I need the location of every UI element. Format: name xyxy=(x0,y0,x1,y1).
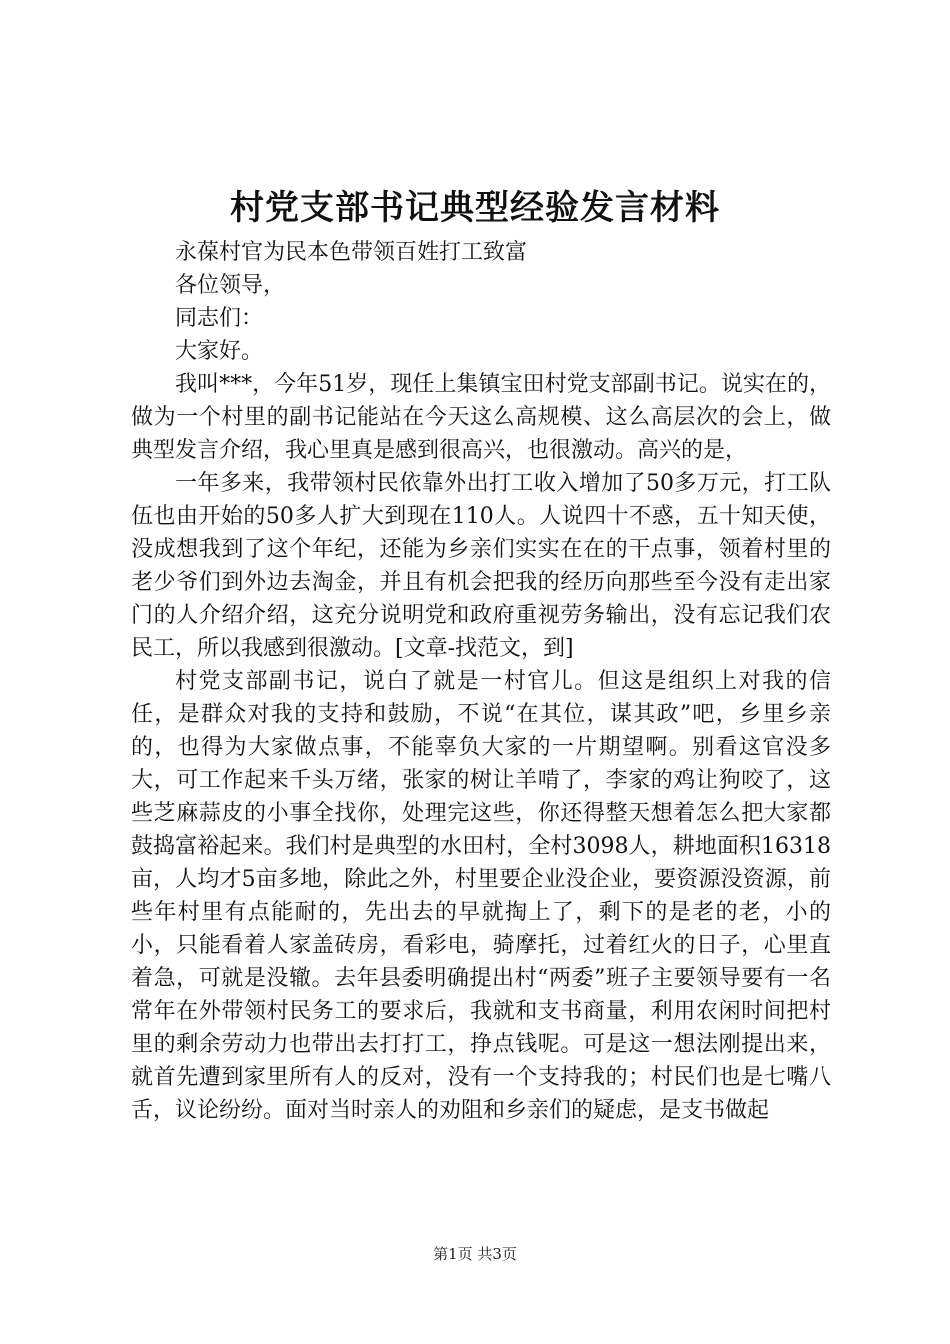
body-paragraph: 一年多来，我带领村民依靠外出打工收入增加了50多万元，打工队伍也由开始的50多人扩大到现在110人。人说四十不惑，五十知天使，没成想我到了这个年纪，还能为乡亲们实实在在的干点事，领着村里的老少爷们到外边去淘金，并且有机会把我的经历向那些至今没有走出家门的人介绍介绍，这充分说明党和政府重视劳务输出，没有忘记我们农民工，所以我感到很激动。[文章-找范文，到] xyxy=(131,471,831,661)
body-paragraph: 村党支部副书记，说白了就是一村官儿。但这是组织上对我的信任，是群众对我的支持和鼓励，不说“在其位，谋其政”吧，乡里乡亲的，也得为大家做点事，不能辜负大家的一片期望啊。别看这官没多大，可工作起来千头万绪，张家的树让羊啃了，李家的鸡让狗咬了，这些芝麻蒜皮的小事全找你，处理完这些，你还得整天想着怎么把大家都鼓捣富裕起来。我们村是典型的水田村，全村3098人，耕地面积16318亩，人均才5亩多地，除此之外，村里要企业没企业，要资源没资源，前些年村里有点能耐的，先出去的早就掏上了，剩下的是老的老，小的小，只能看着人家盖砖房，看彩电，骑摩托，过着红火的日子，心里直着急，可就是没辙。去年县委明确提出村“两委”班子主要领导要有一名常年在外带领村民务工的要求后，我就和支书商量，利用农闲时间把村里的剩余劳动力也带出去打打工，挣点钱呢。可是这一想法刚提出来，就首先遭到家里所有人的反对，没有一个支持我的；村民们也是七嘴八舌，议论纷纷。面对当时亲人的劝阻和乡亲们的疑虑，是支书做起 xyxy=(131,669,831,1123)
salutation-comrades: 同志们： xyxy=(175,306,264,331)
subtitle-paragraph: 永葆村官为民本色带领百姓打工致富 xyxy=(175,240,528,265)
document-body xyxy=(131,236,831,1127)
salutation-leaders: 各位领导， xyxy=(175,273,286,298)
document-title: 村党支部书记典型经验发言材料 xyxy=(230,188,720,228)
page-footer: 第1页 共3页 xyxy=(433,1245,517,1263)
body-paragraph: 我叫***，今年51岁，现任上集镇宝田村党支部副书记。说实在的，做为一个村里的副书记能站在今天这么高规模、这么高层次的会上，做典型发言介绍，我心里真是感到很高兴，也很激动。高兴的是， xyxy=(131,372,831,463)
greeting-paragraph: 大家好。 xyxy=(175,339,264,364)
